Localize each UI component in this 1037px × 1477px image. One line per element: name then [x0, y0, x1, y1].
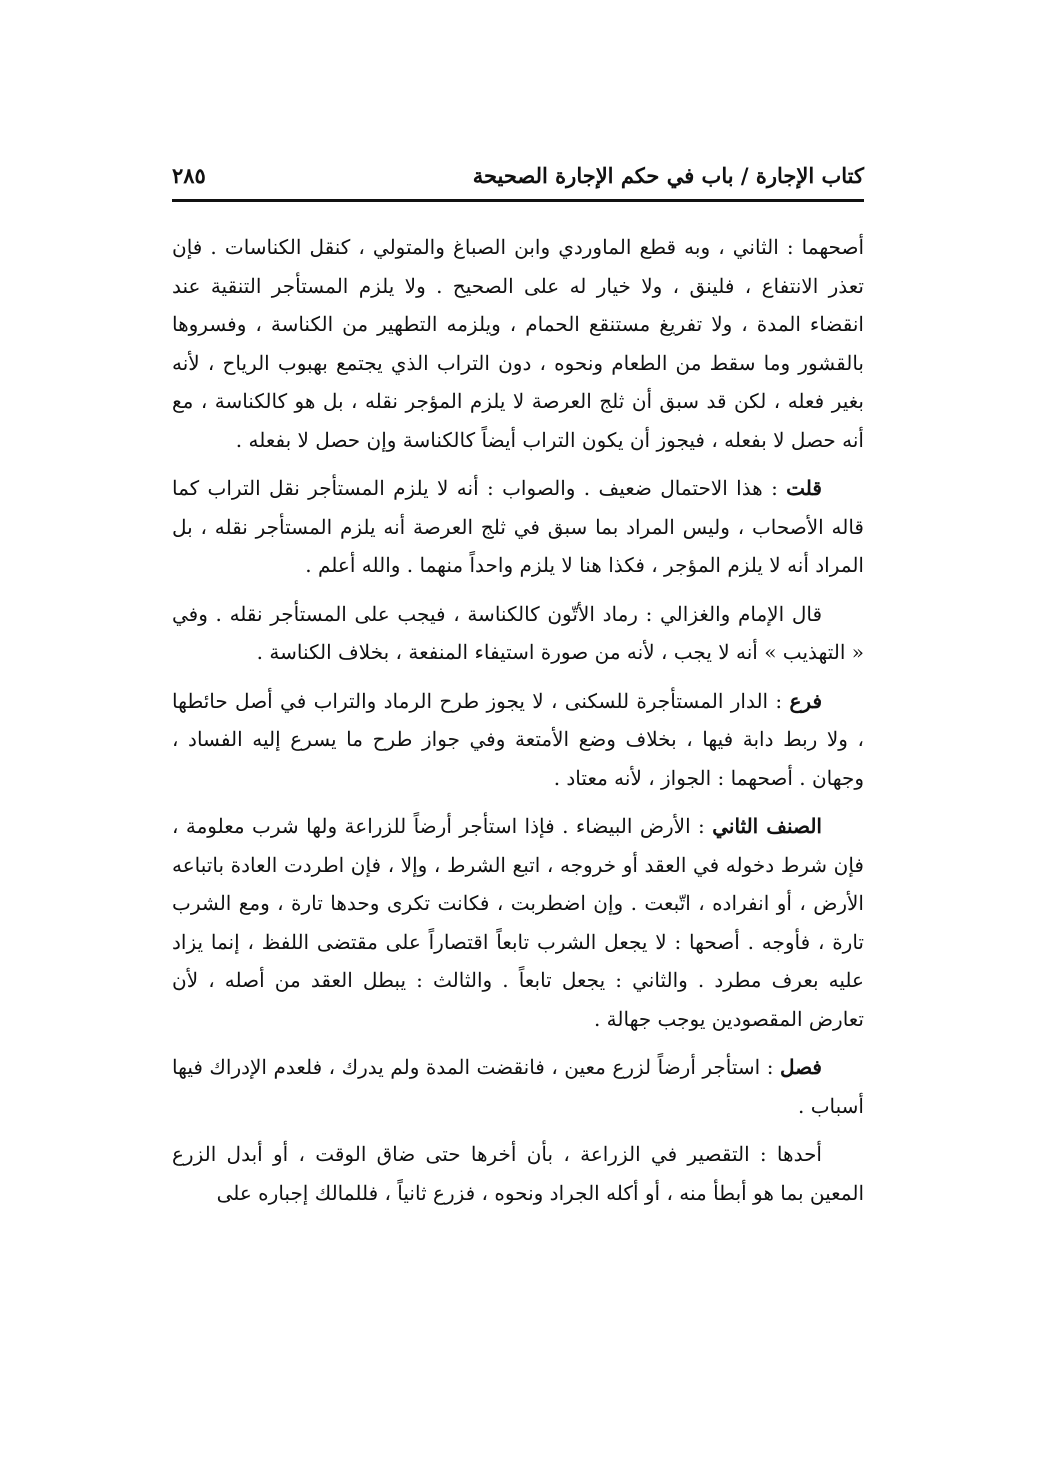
running-head: كتاب الإجارة / باب في حكم الإجارة الصحيحة [472, 163, 864, 188]
paragraph-5-text: : الأرض البيضاء . فإذا استأجر أرضاً للزراعة ولها شرب معلومة ، فإن شرط دخوله في العقد أو خروجه ، اتبع الشرط ، وإلا ، فإن اطردت العادة باتباعه الأرض ، أو انفراده ، اتّبعت . وإن اضطربت ، فكانت تكرى وحدها تارة ، ومع الشرب تارة ، فأوجه . أصحها : لا يجعل الشرب تابعاً اقتصاراً على مقتضى اللفظ ، إنما يزاد عليه بعرف مطرد . والثاني : يجعل تابعاً . والثالث : يبطل العقد من أصله ، لأن تعارض المقصودين يوجب جهالة . [172, 814, 864, 1031]
paragraph-6-lead: فصل [779, 1055, 822, 1079]
paragraph-3 [172, 595, 864, 672]
page-number: ٢٨٥ [172, 163, 206, 188]
paragraph-4-text: : الدار المستأجرة للسكنى ، لا يجوز طرح الرماد والتراب في أصل حائطها ، ولا ربط دابة فيها ، بخلاف وضع الأمتعة وفي جواز طرح ما يسرع إليه الفساد ، وجهان . أصحهما : الجواز ، لأنه معتاد . [172, 688, 864, 790]
paragraph-1-text: أصحهما : الثاني ، وبه قطع الماوردي وابن الصباغ والمتولي ، كنقل الكناسات . فإن تعذر الانتفاع ، فلينق ، ولا خيار له على الصحيح . ولا يلزم المستأجر التنقية عند انقضاء المدة ، ولا تفريغ مستنقع الحمام ، ويلزمه التطهير من الكناسة ، وفسروها بالقشور وما سقط من الطعام ونحوه ، دون التراب الذي يجتمع بهبوب الرياح ، لأنه بغير فعله ، لكن قد سبق أن ثلج العرصة لا يلزم المؤجر نقله ، بل هو كالكناسة ، مع أنه حصل لا بفعله ، فيجوز أن يكون التراب أيضاً كالكناسة وإن حصل لا بفعله . [172, 235, 864, 452]
paragraph-6-text: : استأجر أرضاً لزرع معين ، فانقضت المدة ولم يدرك ، فلعدم الإدراك فيها أسباب . [172, 1055, 864, 1118]
paragraph-1 [172, 228, 864, 459]
paragraph-5 [172, 807, 864, 1038]
paragraph-5-lead: الصنف الثاني [712, 814, 822, 838]
paragraph-3-text: قال الإمام والغزالي : رماد الأتّون كالكناسة ، فيجب على المستأجر نقله . وفي « التهذيب » أنه لا يجب ، لأنه من صورة استيفاء المنفعة ، بخلاف الكناسة . [172, 601, 864, 664]
paragraph-7 [172, 1135, 864, 1212]
paragraph-2 [172, 469, 864, 585]
body-text [172, 228, 864, 1212]
paragraph-4-lead: فرع [789, 688, 822, 713]
header-rule [172, 199, 864, 202]
paragraph-6 [172, 1048, 864, 1125]
page-header [172, 158, 864, 194]
paragraph-7-text: أحدها : التقصير في الزراعة ، بأن أخرها حتى ضاق الوقت ، أو أبدل الزرع المعين بما هو أبطأ منه ، أو أكله الجراد ونحوه ، فزرع ثانياً ، فللمالك إجباره على [172, 1142, 864, 1205]
paragraph-4 [172, 682, 864, 798]
paragraph-2-lead: قلت [786, 476, 822, 500]
paragraph-2-text: : هذا الاحتمال ضعيف . والصواب : أنه لا يلزم المستأجر نقل التراب كما قاله الأصحاب ، وليس المراد بما سبق في ثلج العرصة أنه يلزم المستأجر نقله ، بل المراد أنه لا يلزم المؤجر ، فكذا هنا لا يلزم واحداً منهما . والله أعلم . [172, 476, 864, 577]
